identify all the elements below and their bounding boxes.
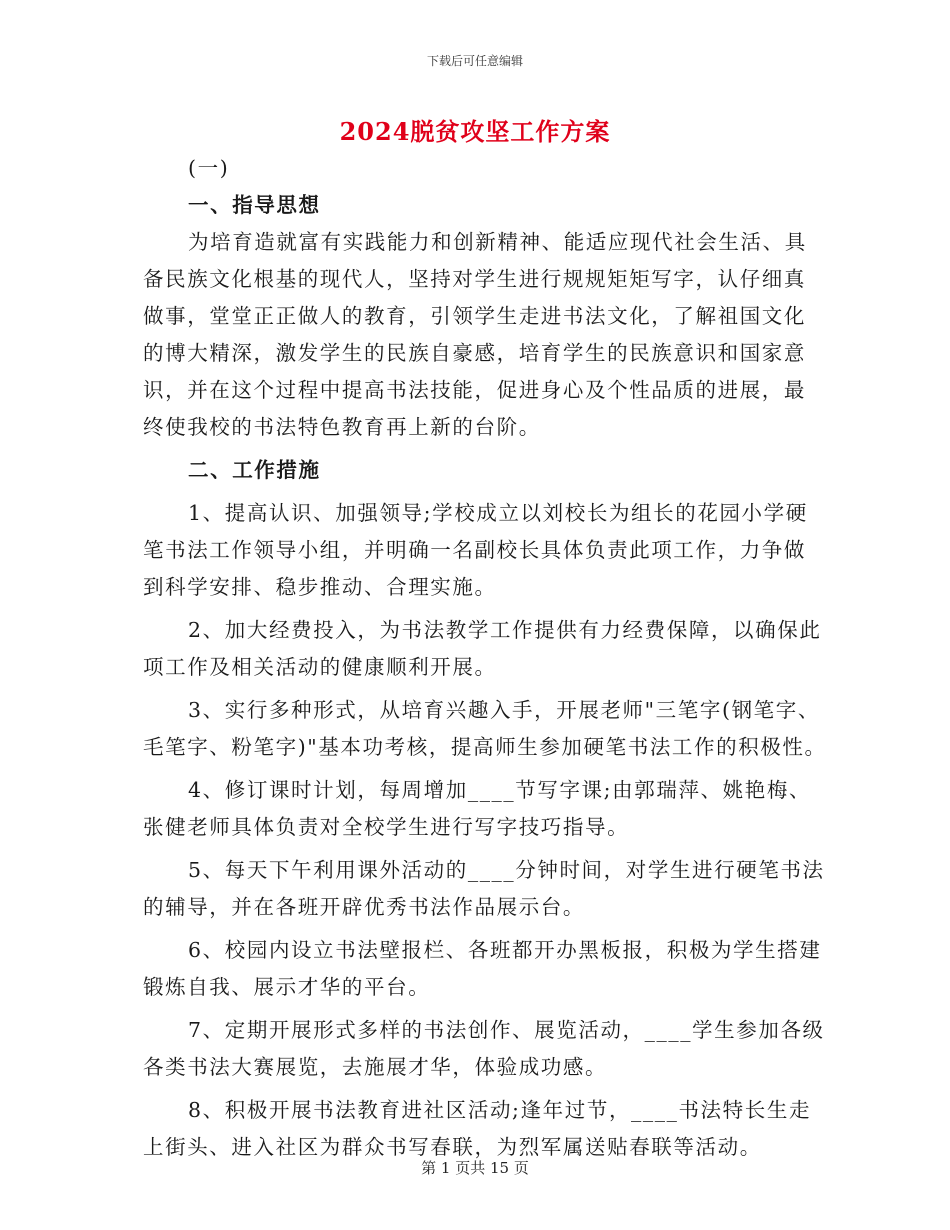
measure-item-5 <box>143 852 825 926</box>
paragraph-line: 笔书法工作领导小组，并明确一名副校长具体负责此项工作，力争做 <box>143 538 806 562</box>
measure-item-8 <box>143 1092 812 1166</box>
paragraph-line: 终使我校的书法特色教育再上新的台阶。 <box>143 415 541 439</box>
paragraph-line: 4、修订课时计划，每周增加____节写字课;由郭瑞萍、姚艳梅、 <box>188 778 812 802</box>
paragraph-line: 6、校园内设立书法壁报栏、各班都开办黑板报，积极为学生搭建 <box>188 938 822 962</box>
paragraph-line: 锻炼自我、展示才华的平台。 <box>143 975 431 999</box>
measure-item-7 <box>143 1012 825 1086</box>
heading-work-measures: 二、工作措施 <box>188 458 321 482</box>
paragraph-line: 7、定期开展形式多样的书法创作、展览活动，____学生参加各级 <box>188 1018 825 1042</box>
paragraph-line: 的博大精深，激发学生的民族自豪感，培育学生的民族意识和国家意 <box>143 341 806 365</box>
section-marker: (一) <box>188 156 230 180</box>
document-title: 2024脱贫攻坚工作方案 <box>339 117 611 146</box>
header-note: 下载后可任意编辑 <box>426 54 523 68</box>
paragraph-line: 各类书法大赛展览，去施展才华，体验成功感。 <box>143 1055 608 1079</box>
measure-item-1 <box>143 495 808 606</box>
paragraph-line: 的辅导，并在各班开辟优秀书法作品展示台。 <box>143 895 585 919</box>
paragraph-line: 做事，堂堂正正做人的教育，引领学生走进书法文化，了解祖国文化 <box>143 304 806 328</box>
measure-item-6 <box>143 932 822 1006</box>
paragraph-line: 2、加大经费投入，为书法教学工作提供有力经费保障，以确保此 <box>188 618 822 642</box>
page-footer: 第 1 页共 15 页 <box>421 1159 529 1177</box>
paragraph-line: 项工作及相关活动的健康顺利开展。 <box>143 655 497 679</box>
paragraph-line: 3、实行多种形式，从培育兴趣入手，开展老师"三笔字(钢笔字、 <box>188 698 820 722</box>
paragraph-line: 8、积极开展书法教育进社区活动;逢年过节，____书法特长生走 <box>188 1098 812 1122</box>
paragraph-line: 到科学安排、稳步推动、合理实施。 <box>143 575 497 599</box>
paragraph-line: 识，并在这个过程中提高书法技能，促进身心及个性品质的进展，最 <box>143 378 806 402</box>
measure-item-4 <box>143 772 812 846</box>
heading-guiding-thought: 一、指导思想 <box>188 193 321 217</box>
paragraph-line: 5、每天下午利用课外活动的____分钟时间，对学生进行硬笔书法 <box>188 858 825 882</box>
paragraph-line: 毛笔字、粉笔字)"基本功考核，提高师生参加硬笔书法工作的积极性。 <box>143 735 827 759</box>
document-body <box>143 150 827 1166</box>
paragraph-line: 张健老师具体负责对全校学生进行写字技巧指导。 <box>143 815 630 839</box>
paragraph-line: 为培育造就富有实践能力和创新精神、能适应现代社会生活、具 <box>188 230 807 254</box>
paragraph-guiding-thought <box>143 224 808 446</box>
paragraph-line: 备民族文化根基的现代人，坚持对学生进行规规矩矩写字，认仔细真 <box>143 267 806 291</box>
paragraph-line: 上街头、进入社区为群众书写春联，为烈军属送贴春联等活动。 <box>143 1135 762 1159</box>
measure-item-2 <box>143 612 822 686</box>
measure-item-3 <box>143 692 827 766</box>
paragraph-line: 1、提高认识、加强领导;学校成立以刘校长为组长的花园小学硬 <box>188 501 808 525</box>
